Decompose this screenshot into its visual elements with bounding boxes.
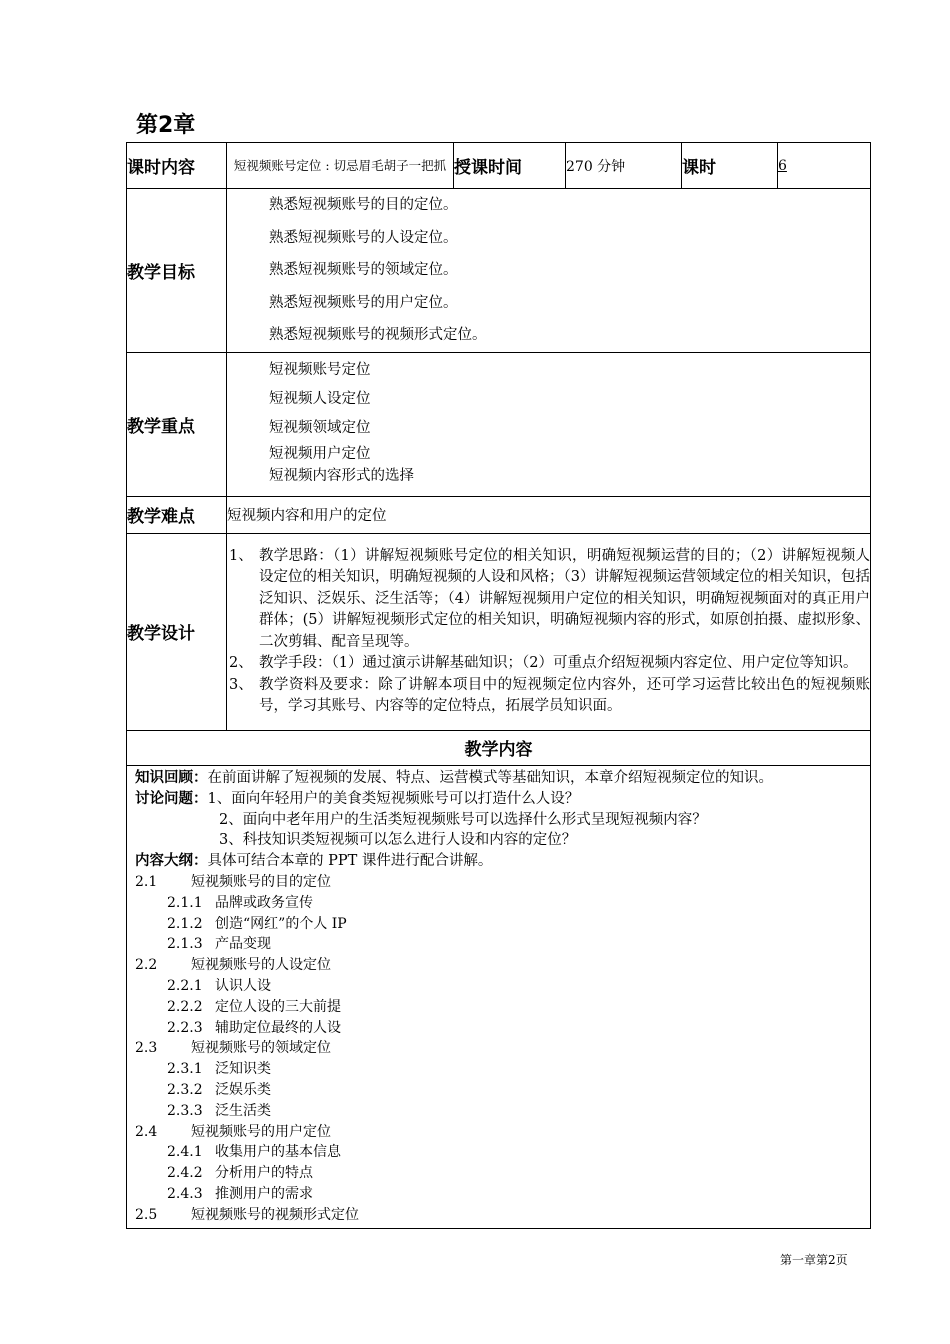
outline-subsection: 2.4.2 分析用户的特点 — [167, 1165, 313, 1182]
question-text: 2、面向中老年用户的生活类短视频账号可以选择什么形式呈现短视频内容？ — [219, 811, 707, 828]
design-item-number: 1、 — [229, 547, 253, 564]
teaching-content-row — [127, 765, 871, 1228]
objective-item: 熟悉短视频账号的目的定位。 — [269, 197, 458, 213]
review-label: 知识回顾： — [135, 769, 208, 786]
teaching-content-heading-row — [127, 730, 871, 765]
design-item-number: 3、 — [229, 676, 253, 693]
outline-subsection: 2.2.2 定位人设的三大前提 — [167, 998, 341, 1015]
design-item — [227, 675, 870, 718]
outline-section: 2.1 短视频账号的目的定位 — [135, 873, 331, 890]
key-point-item: 短视频人设定位 — [269, 390, 371, 407]
page-footer: 第一章第2页 — [780, 1253, 848, 1267]
lesson-content-value: 短视频账号定位 : 切忌眉毛胡子一把抓 — [227, 143, 454, 189]
outline-label: 内容大纲： — [135, 853, 208, 870]
design-item — [227, 653, 870, 675]
label-content: 课时内容 — [127, 143, 227, 189]
outline-subsection: 2.4.3 推测用户的需求 — [167, 1185, 313, 1202]
key-point-item: 短视频领域定位 — [269, 419, 371, 436]
review-text: 在前面讲解了短视频的发展、特点、运营模式等基础知识，本章介绍短视频定位的知识。 — [207, 769, 773, 786]
outline-subsection: 2.3.1 泛知识类 — [167, 1061, 271, 1078]
chapter-title: 第2章 — [136, 113, 196, 138]
question-text: 1、面向年轻用户的美食类短视频账号可以打造什么人设？ — [207, 790, 580, 807]
design-item — [227, 546, 870, 654]
discussion-question — [135, 789, 870, 810]
objective-item: 熟悉短视频账号的人设定位。 — [269, 229, 458, 246]
lesson-hours-value: 6 — [778, 157, 787, 174]
key-points-row — [127, 352, 871, 496]
teaching-content-heading: 教学内容 — [127, 730, 871, 765]
objective-item: 熟悉短视频账号的视频形式定位。 — [269, 327, 487, 344]
content-outline — [135, 851, 870, 872]
question-text: 3、科技知识类短视频可以怎么进行人设和内容的定位？ — [219, 832, 577, 849]
key-point-item: 短视频内容形式的选择 — [269, 467, 414, 484]
label-time: 授课时间 — [454, 143, 566, 189]
outline-section: 2.3 短视频账号的领域定位 — [135, 1040, 331, 1057]
key-points-list — [227, 352, 871, 496]
outline-subsection: 2.2.1 认识人设 — [167, 977, 271, 994]
outline-section: 2.4 短视频账号的用户定位 — [135, 1123, 331, 1140]
lesson-plan-table — [126, 142, 871, 1229]
outline-subsection: 2.1.3 产品变现 — [167, 936, 271, 953]
objective-item: 熟悉短视频账号的用户定位。 — [269, 294, 458, 311]
objectives-label: 教学目标 — [127, 189, 227, 353]
lesson-time-value: 270 分钟 — [566, 143, 682, 189]
design-item-text: 教学思路：（1）讲解短视频账号定位的相关知识，明确短视频运营的目的；（2）讲解短视频人设定位的相关知识，明确短视频的人设和风格；（3）讲解短视频运营领域定位的相关知识，包括泛知识、泛娱乐、泛生活等；（4）讲解短视频用户定位的相关知识，明确短视频面对的真正用户群体；(5）讲解短视频形式定位的相关知识，明确短视频内容的形式，如原创拍摄、虚拟形象、二次剪辑、配音呈现等。 — [259, 547, 870, 650]
header-row — [127, 143, 871, 189]
objectives-list — [227, 189, 871, 353]
objective-item: 熟悉短视频账号的领域定位。 — [269, 262, 458, 279]
outline-section: 2.2 短视频账号的人设定位 — [135, 957, 331, 974]
design-item-text: 教学手段：（1）通过演示讲解基础知识；（2）可重点介绍短视频内容定位、用户定位等知识。 — [259, 655, 858, 672]
key-point-item: 短视频用户定位 — [269, 445, 371, 462]
difficulty-row — [127, 496, 871, 533]
outline-section: 2.5 短视频账号的视频形式定位 — [135, 1206, 359, 1223]
outline-subsection: 2.1.1 品牌或政务宣传 — [167, 894, 313, 911]
key-points-label: 教学重点 — [127, 352, 227, 496]
outline-subsection: 2.3.2 泛娱乐类 — [167, 1081, 271, 1098]
label-hours: 课时 — [682, 143, 778, 189]
objectives-row — [127, 189, 871, 353]
teaching-content-body — [127, 765, 871, 1228]
outline-subsection: 2.4.1 收集用户的基本信息 — [167, 1144, 341, 1161]
design-list — [227, 533, 871, 730]
knowledge-review — [135, 768, 870, 789]
design-item-number: 2、 — [229, 655, 253, 672]
difficulty-text: 短视频内容和用户的定位 — [227, 496, 871, 533]
design-label: 教学设计 — [127, 533, 227, 730]
design-row — [127, 533, 871, 730]
outline-text: 具体可结合本章的 PPT 课件进行配合讲解。 — [207, 853, 493, 870]
difficulty-label: 教学难点 — [127, 496, 227, 533]
design-item-text: 教学资料及要求：除了讲解本项目中的短视频定位内容外，还可学习运营比较出色的短视频账号，学习其账号、内容等的定位特点，拓展学员知识面。 — [259, 676, 870, 715]
discussion-question — [135, 810, 870, 831]
discussion-question — [135, 830, 870, 851]
outline-subsection: 2.1.2 创造“网红”的个人 IP — [167, 915, 347, 932]
outline-subsection: 2.3.3 泛生活类 — [167, 1102, 271, 1119]
key-point-item: 短视频账号定位 — [269, 361, 371, 378]
outline-subsection: 2.2.3 辅助定位最终的人设 — [167, 1019, 341, 1036]
discussion-label: 讨论问题： — [135, 790, 208, 807]
